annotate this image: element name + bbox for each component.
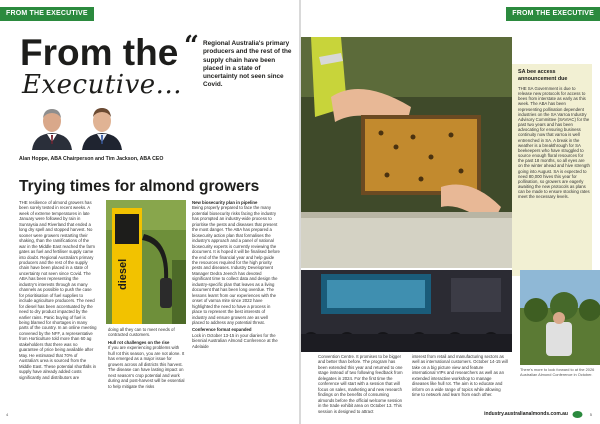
- left-page: [0, 0, 299, 424]
- article-column-3: [192, 200, 280, 349]
- almond-logo-icon: [572, 410, 583, 419]
- right-page: [301, 0, 600, 424]
- executive-names: Alan Hoppe, ABA Chairperson and Tim Jackson, ABA CEO: [19, 156, 164, 162]
- article-column-2: [108, 327, 186, 389]
- page-number: 5: [589, 412, 592, 417]
- pull-quote: Regional Australia's primary producers and the rest of the supply chain have been placed in a state of uncertainty not seen since Covid.: [203, 40, 292, 89]
- section-tag: FROM THE EXECUTIVE: [506, 7, 600, 21]
- article-column-1: [19, 200, 97, 380]
- conference-column-1: [318, 354, 406, 414]
- beekeeper-frame-photo: [301, 37, 512, 268]
- hero-title-line1: From the: [20, 32, 179, 73]
- subheading-hull-rot: Hull rot challenges on the rise: [108, 339, 170, 345]
- portrait-alan-hoppe: [30, 104, 74, 150]
- conference-column-2: [412, 354, 508, 398]
- almond-field-photo: [520, 270, 600, 365]
- body-text-hull-rot: If you are experiencing problems with hull rot this season, you are not alone. It has emerged as a major issue for growers across all districts this harvest. The disease can have lasting impact on next season's crop potential and work during and post-harvest will be essential to help mitigate the risks: [108, 345, 185, 389]
- body-text-conference: Lock in October 13-15 in your diaries for the biennial Australian Almond Conference at the Adelaide: [192, 332, 278, 349]
- body-text: Convention Centre. It promises to be bigger and better than before. The program has been extended this year and returned to one stage instead of two following feedback from delegates in 2024. For the first time the conference will start with a session that will focus on sales, marketing and new research findings on the benefits of consuming almonds before the official welcome session in the trade exhibit area on October 13. This session is designed to attract: [318, 354, 403, 414]
- footer-url[interactable]: industry.australianalmonds.com.au: [484, 411, 568, 417]
- photo-caption: There's more to look forward to at the 2026 Australian Almond Conference in October.: [520, 367, 595, 377]
- body-text-biosecurity: Being properly prepared to face the many potential biosecurity risks facing the industry has prompted an industry-wide process to prioritise the pests and diseases that present the most danger. The ABA has prepared a biosecurity action plan that formalises the industry's approach and a panel of national biosecurity experts is currently reviewing the document. It is hoped it will be finalised before the end of the financial year and help guide the resources required for the high priority pests and diseases. Industry Development Manager Dedra Jeench has devoted significant time to collect data and design the industry-specific plan that leaves as a living document that has been long overdue. The lessons learnt from our experiences with the onset of varroa mite since 2022 have highlighted the need to have a process in place to represent the best interests of industry and ensure growers are as well placed to address any potential threat.: [192, 205, 280, 325]
- conference-photo: [301, 270, 512, 352]
- diesel-pump-photo: [106, 200, 186, 324]
- body-text-continued: doing all they can to meet needs of contracted customers.: [108, 327, 175, 338]
- body-text: THE resilience of almond growers has been sorely tested in recent weeks. A week of extreme temperatures in late January were followed by rain in Sunraysia and Riverland that ended a long dry spell and stopped harvest. No sooner were growers restarting their shaking, than the ramifications of the war in the Middle East reached the farm gates as fuel and fertiliser supply came into doubt. Regional Australia's primary producers and the rest of the supply chain have been placed in a state of uncertainty not seen since Covid. The ABA has been representing the industry's interests through as many channels as possible to push the case for prioritisation of fuel supplies to include agriculture producers. The need for diesel has been accentuated by the need to dry product impacted by the earlier rains. Panic buying of fuel is being blamed for shortages in many parts of the country. In an online meeting convened by the NFF, a representative from Horticulture told more than 60 ag stakeholders that there was no guarantee of price being available after May. He estimated that 70% of Australia's urea is sourced from the Middle East. These potential shortfalls in supply have already added costs significantly and distributors are: [19, 200, 97, 380]
- body-text: interest from retail and manufacturing sectors as well as international customers. October 14-15 will take on a big picture view and feature international VIPs and researchers as well as an extended interactive workshop to manage diseases like hull rot. The aim is to educate and inform on a wide range of topics while allowing time to network and learn from each other.: [412, 354, 508, 398]
- sidebar-title: SA bee access announcement due: [518, 69, 568, 82]
- subheading-conference: Conference format expanded: [192, 327, 252, 333]
- sidebar-text: THE SA Government is due to release new protocols for access to bees from interstate as early as this week. The ABA has been representing pollination dependent industries on the SA Varroa Industry Advisory Committee (SAVIAC) for the past two years and has been advocating for ensuring business continuity now that varroa is well entrenched in SA. A break in the weather is a breakthrough for SA beekeepers who have struggled to source enough floral resources for the past 18 months, so all eyes are on the winter ahead and hive strength going into August. SA is expected to need 80,000 hives this year for pollination, so growers are eagerly awaiting the new protocols as plans can be made to ensure stocking rates meet the necessary levels.: [518, 86, 590, 200]
- page-number: 4: [6, 412, 9, 417]
- svg-text:diesel: diesel: [117, 258, 129, 290]
- section-tag: FROM THE EXECUTIVE: [0, 7, 94, 21]
- article-title: Trying times for almond growers: [19, 178, 260, 195]
- quote-mark-icon: “: [184, 31, 199, 61]
- executive-portraits: [30, 104, 130, 150]
- subheading-biosecurity: New biosecurity plan in pipeline: [192, 200, 258, 205]
- hero-title-line2: Executive...: [22, 70, 182, 100]
- sidebar-body: [518, 86, 590, 199]
- portrait-tim-jackson: [80, 104, 124, 150]
